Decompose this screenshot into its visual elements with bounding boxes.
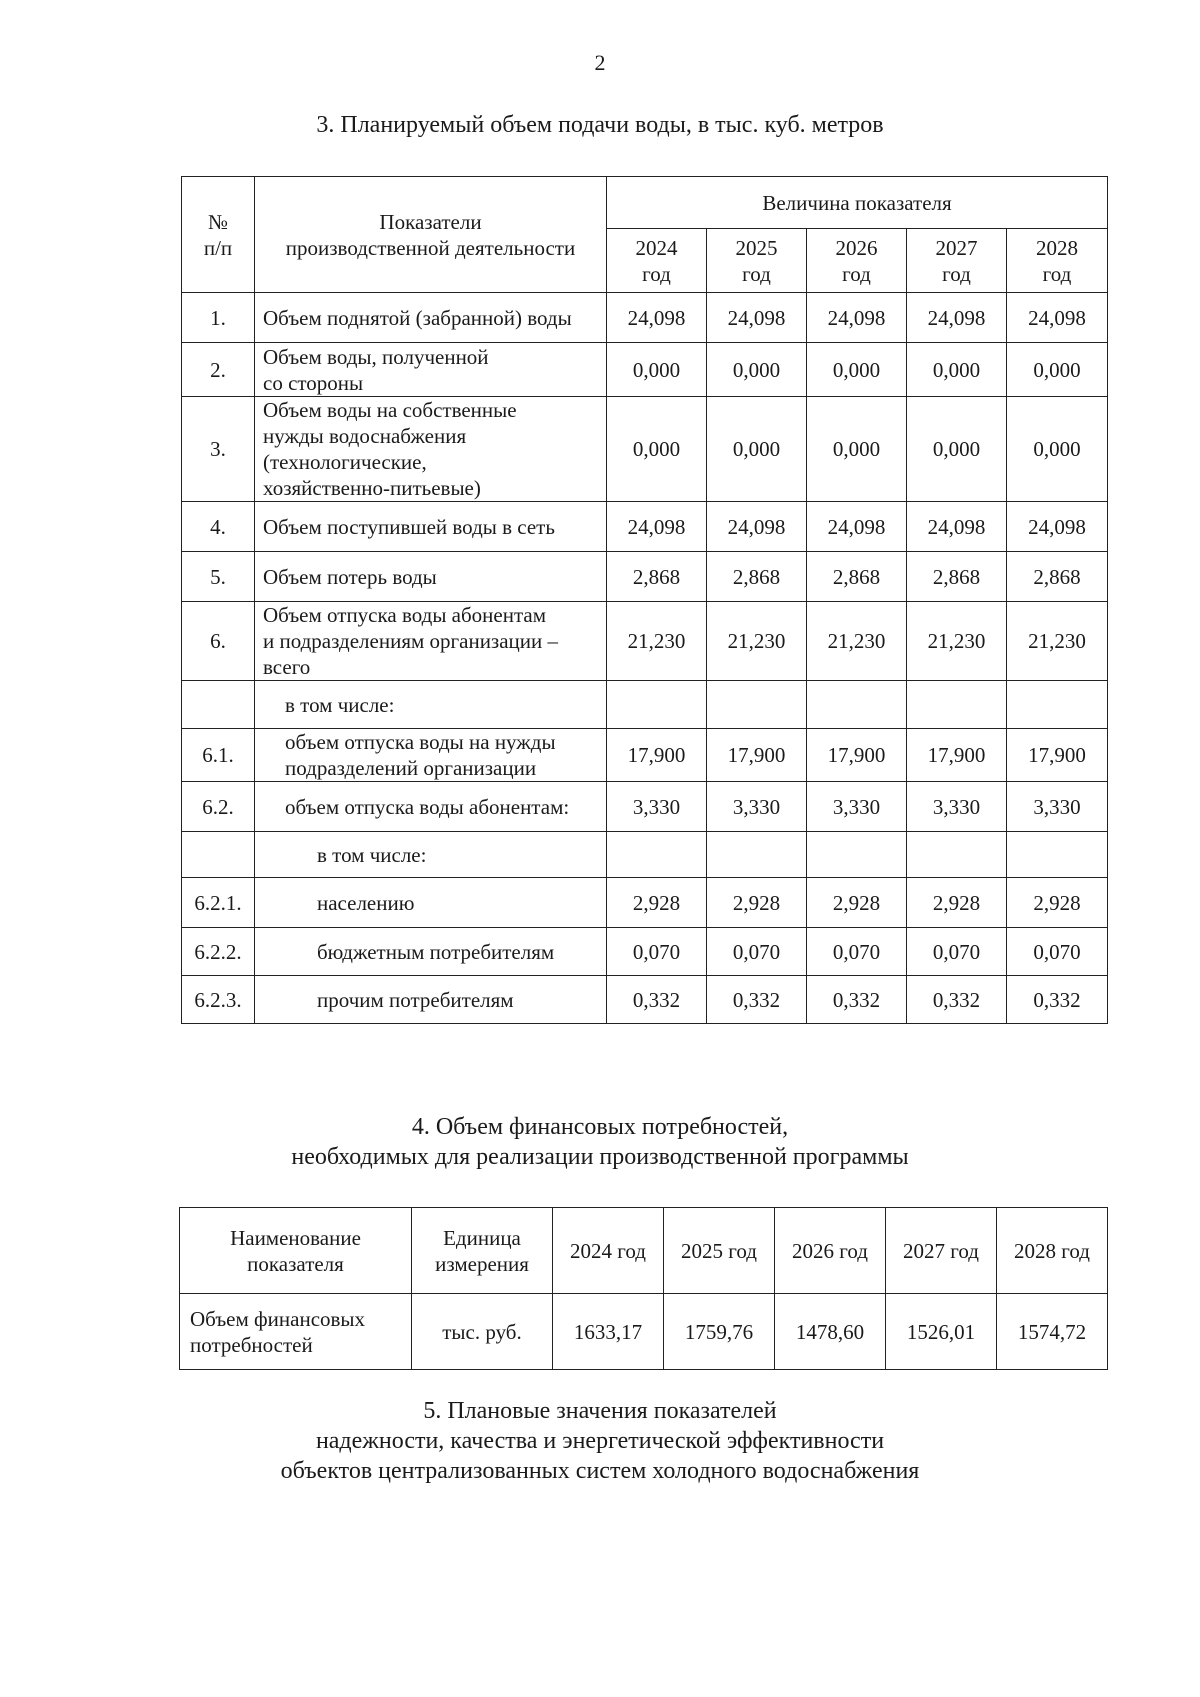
row-label [255, 397, 607, 502]
section-5-title-line: объектов централизованных систем холодного водоснабжения [280, 1458, 920, 1484]
row-value: 24,098 [807, 293, 907, 343]
financial-value: 1759,76 [664, 1294, 775, 1370]
header-unit-line: Единица [443, 1225, 521, 1250]
row-number: 6.2.1. [182, 878, 255, 928]
row-number: 1. [182, 293, 255, 343]
row-value: 24,098 [707, 293, 807, 343]
row-label-line: бюджетным потребителям [317, 939, 555, 964]
header-year-number: 2027 [935, 235, 978, 260]
financial-row-name [180, 1294, 412, 1370]
header-year-2027 [907, 229, 1007, 293]
table-row [182, 832, 1108, 878]
row-label-line: населению [317, 890, 415, 915]
row-label [255, 552, 607, 602]
header-indicators-line: производственной деятельности [285, 235, 576, 260]
row-label-line: со стороны [263, 370, 364, 395]
row-value: 0,000 [907, 397, 1007, 502]
row-value [607, 681, 707, 729]
header-year: 2026 год [775, 1208, 886, 1294]
row-value: 24,098 [807, 502, 907, 552]
header-indicators-line: Показатели [379, 209, 482, 234]
table-row [182, 782, 1108, 832]
row-value: 3,330 [1007, 782, 1108, 832]
row-label-line: хозяйственно-питьевые) [263, 476, 481, 500]
row-value [1007, 681, 1108, 729]
row-value: 0,070 [1007, 928, 1108, 976]
row-label-line: Объем воды, полученной [263, 344, 489, 369]
table-row [182, 552, 1108, 602]
row-label-line: подразделений организации [285, 756, 537, 780]
row-value: 0,000 [907, 343, 1007, 397]
row-number: 6.1. [182, 729, 255, 782]
row-value: 0,332 [607, 976, 707, 1024]
row-number: 2. [182, 343, 255, 397]
row-value: 24,098 [907, 502, 1007, 552]
row-value [907, 681, 1007, 729]
header-year: 2027 год [886, 1208, 997, 1294]
row-label-line: всего [263, 655, 311, 679]
row-value: 21,230 [607, 602, 707, 681]
financial-needs-table [179, 1207, 1108, 1370]
row-number: 6. [182, 602, 255, 681]
table-row [182, 729, 1108, 782]
header-number-line: п/п [203, 235, 233, 260]
header-number-line: № [207, 209, 229, 234]
row-label-line: прочим потребителям [317, 987, 514, 1012]
row-value: 24,098 [607, 502, 707, 552]
row-value: 2,868 [907, 552, 1007, 602]
row-number: 4. [182, 502, 255, 552]
header-year-unit: год [642, 261, 671, 286]
row-value: 21,230 [707, 602, 807, 681]
row-label-line: объем отпуска воды абонентам: [285, 794, 570, 819]
row-value: 17,900 [807, 729, 907, 782]
row-value: 0,332 [1007, 976, 1108, 1024]
row-value [607, 832, 707, 878]
header-year-unit: год [942, 261, 971, 286]
row-value: 0,070 [607, 928, 707, 976]
row-label-line: (технологические, [263, 450, 427, 474]
header-year: 2028 год [997, 1208, 1108, 1294]
row-label-line: Объем поступившей воды в сеть [263, 514, 555, 539]
header-year-2026 [807, 229, 907, 293]
section-3-title-text: 3. Планируемый объем подачи воды, в тыс. куб. метров [316, 112, 884, 138]
financial-value: 1574,72 [997, 1294, 1108, 1370]
row-value: 0,332 [707, 976, 807, 1024]
row-value: 0,000 [707, 397, 807, 502]
row-value: 24,098 [607, 293, 707, 343]
row-label-line: Объем отпуска воды абонентам [263, 603, 547, 627]
header-year-number: 2028 [1036, 235, 1078, 260]
row-label [255, 782, 607, 832]
row-label [255, 681, 607, 729]
header-value: Величина показателя [607, 177, 1108, 229]
row-value [707, 681, 807, 729]
row-label [255, 502, 607, 552]
row-number: 5. [182, 552, 255, 602]
row-value: 17,900 [707, 729, 807, 782]
table-row [182, 878, 1108, 928]
row-value [807, 681, 907, 729]
row-label [255, 729, 607, 782]
header-indicator-name-line: Наименование [230, 1225, 361, 1250]
table-row [182, 343, 1108, 397]
row-value: 2,868 [707, 552, 807, 602]
row-label-line: Объем воды на собственные [263, 398, 517, 422]
table-row [182, 681, 1108, 729]
row-label [255, 832, 607, 878]
row-label-line: нужды водоснабжения [263, 424, 467, 448]
row-value: 0,000 [607, 397, 707, 502]
row-value [907, 832, 1007, 878]
row-value: 17,900 [907, 729, 1007, 782]
row-value: 0,332 [807, 976, 907, 1024]
financial-row-name-line: потребностей [190, 1332, 313, 1357]
row-value: 0,332 [907, 976, 1007, 1024]
row-label [255, 293, 607, 343]
header-year-unit: год [1042, 261, 1072, 286]
row-value: 17,900 [607, 729, 707, 782]
water-supply-table [181, 176, 1108, 1024]
row-value: 0,000 [807, 343, 907, 397]
section-3-title [0, 110, 1200, 140]
row-label [255, 976, 607, 1024]
row-value: 2,868 [807, 552, 907, 602]
row-value: 2,928 [807, 878, 907, 928]
row-value: 2,868 [1007, 552, 1108, 602]
row-value: 2,928 [1007, 878, 1108, 928]
row-number: 6.2. [182, 782, 255, 832]
header-indicator-name [180, 1208, 412, 1294]
row-value: 2,928 [907, 878, 1007, 928]
table-row [182, 602, 1108, 681]
header-year-unit: год [842, 261, 871, 286]
header-year-number: 2025 [735, 235, 778, 260]
section-4-title [0, 1112, 1200, 1172]
header-year-2024 [607, 229, 707, 293]
row-value: 2,868 [607, 552, 707, 602]
row-value: 0,070 [907, 928, 1007, 976]
row-value: 0,000 [707, 343, 807, 397]
row-number: 3. [182, 397, 255, 502]
header-year-number: 2026 [835, 235, 878, 260]
row-value [707, 832, 807, 878]
row-label-line: в том числе: [317, 842, 427, 867]
row-label [255, 878, 607, 928]
row-label [255, 343, 607, 397]
header-year: 2024 год [553, 1208, 664, 1294]
section-4-title-line: необходимых для реализации производственной программы [291, 1144, 909, 1170]
row-label-line: в том числе: [285, 692, 395, 717]
table-row [182, 976, 1108, 1024]
row-value: 24,098 [707, 502, 807, 552]
header-unit [412, 1208, 553, 1294]
row-value: 0,000 [1007, 397, 1108, 502]
row-value: 21,230 [1007, 602, 1108, 681]
financial-row-unit: тыс. руб. [412, 1294, 553, 1370]
row-value: 2,928 [707, 878, 807, 928]
row-value: 21,230 [907, 602, 1007, 681]
financial-row-name-line: Объем финансовых [190, 1306, 366, 1331]
header-unit-line: измерения [435, 1251, 529, 1276]
row-number [182, 832, 255, 878]
row-value: 3,330 [707, 782, 807, 832]
header-indicator-name-line: показателя [247, 1251, 344, 1276]
row-value: 24,098 [907, 293, 1007, 343]
row-value: 0,000 [1007, 343, 1108, 397]
row-value: 3,330 [807, 782, 907, 832]
row-label [255, 928, 607, 976]
row-value: 0,070 [707, 928, 807, 976]
financial-value: 1478,60 [775, 1294, 886, 1370]
header-year-unit: год [742, 261, 771, 286]
header-number [182, 177, 255, 293]
row-label-line: объем отпуска воды на нужды [285, 730, 556, 754]
row-value [1007, 832, 1108, 878]
header-year-number: 2024 [635, 235, 678, 260]
row-label-line: и подразделениям организации – [263, 629, 559, 653]
row-value: 24,098 [1007, 293, 1108, 343]
row-number [182, 681, 255, 729]
table-row [182, 397, 1108, 502]
table-row [182, 928, 1108, 976]
row-value: 2,928 [607, 878, 707, 928]
row-value: 3,330 [607, 782, 707, 832]
row-value: 3,330 [907, 782, 1007, 832]
table-row [182, 293, 1108, 343]
section-5-title-line: 5. Плановые значения показателей [423, 1398, 777, 1424]
row-value: 24,098 [1007, 502, 1108, 552]
row-label-line: Объем потерь воды [263, 564, 437, 589]
section-4-title-line: 4. Объем финансовых потребностей, [411, 1114, 789, 1140]
section-5-title-line: надежности, качества и энергетической эффективности [315, 1428, 885, 1454]
header-indicators [255, 177, 607, 293]
row-number: 6.2.2. [182, 928, 255, 976]
row-label-line: Объем поднятой (забранной) воды [263, 305, 572, 330]
row-number: 6.2.3. [182, 976, 255, 1024]
table-row [182, 502, 1108, 552]
header-year-2025 [707, 229, 807, 293]
row-value: 17,900 [1007, 729, 1108, 782]
row-value [807, 832, 907, 878]
header-year-2028 [1007, 229, 1108, 293]
page-number: 2 [594, 50, 606, 75]
financial-value: 1526,01 [886, 1294, 997, 1370]
header-year: 2025 год [664, 1208, 775, 1294]
row-value: 0,000 [607, 343, 707, 397]
section-5-title [0, 1396, 1200, 1486]
row-label [255, 602, 607, 681]
financial-value: 1633,17 [553, 1294, 664, 1370]
row-value: 0,000 [807, 397, 907, 502]
row-value: 21,230 [807, 602, 907, 681]
row-value: 0,070 [807, 928, 907, 976]
